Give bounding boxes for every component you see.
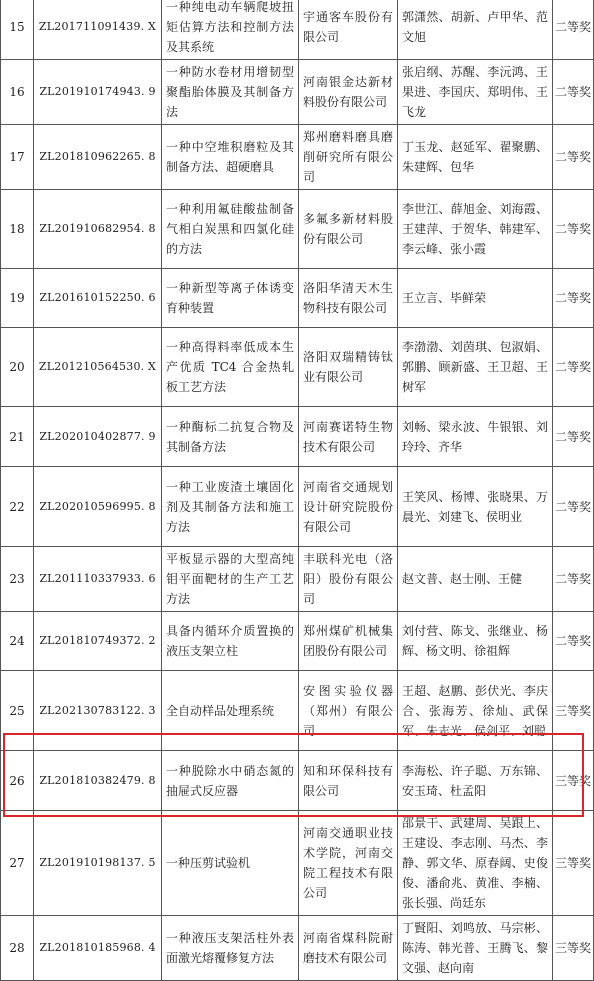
patent-name-cell: 一种高得料率低成本生产优质 TC4 合金热轧板工艺方法 (162, 328, 299, 407)
inventors-cell: 赵文普、赵士刚、王健 (398, 547, 553, 612)
award-level-cell: 二等奖 (553, 190, 594, 269)
patent-name-cell: 一种防水卷材用增韧型聚酯胎体膜及其制备方法 (162, 60, 299, 125)
table-row (1, 467, 594, 547)
patent-number-cell: ZL201610152250. 6 (34, 269, 162, 328)
patent-number-cell: ZL201910682954. 8 (34, 190, 162, 269)
row-number-cell: 20 (1, 328, 34, 407)
patentee-unit-cell: 知和环保科技有限公司 (299, 751, 398, 811)
inventors-cell: 李海松、许子聪、万东锦、安玉琦、杜孟阳 (398, 751, 553, 811)
row-number-cell: 15 (1, 0, 34, 60)
patent-number-cell: ZL201210564530. X (34, 328, 162, 407)
patentee-unit-cell: 河南省煤科院耐磨技术有限公司 (299, 916, 398, 981)
award-level-cell: 三等奖 (553, 671, 594, 751)
patentee-unit-cell: 郑州煤矿机械集团股份有限公司 (299, 612, 398, 671)
patent-name-cell: 一种工业废渣土壤固化剂及其制备方法和施工方法 (162, 467, 299, 547)
patent-number-cell: ZL201810749372. 2 (34, 612, 162, 671)
table-row (1, 547, 594, 612)
award-table-body (1, 0, 594, 981)
table-row (1, 0, 594, 60)
inventors-cell: 邵景干、武建周、吴跟上、王建设、李志刚、马杰、李静、郭文华、原春阔、史俊俊、潘俞兆、黄准、李楠、张长强、尚廷东 (398, 811, 553, 916)
inventors-cell: 王笑风、杨博、张晓果、万晨光、刘建飞、侯明业 (398, 467, 553, 547)
row-number-cell: 19 (1, 269, 34, 328)
patentee-unit-cell: 多氟多新材料股份有限公司 (299, 190, 398, 269)
patentee-unit-cell: 河南交通职业技术学院，河南交院工程技术有限公司 (299, 811, 398, 916)
patent-name-cell: 一种中空堆积磨粒及其制备方法、超硬磨具 (162, 125, 299, 190)
award-level-cell: 三等奖 (553, 811, 594, 916)
award-level-cell: 二等奖 (553, 269, 594, 328)
table-row (1, 60, 594, 125)
patent-name-cell: 全自动样品处理系统 (162, 671, 299, 751)
patent-name-cell: 一种纯电动车辆爬坡扭矩估算方法和控制方法及其系统 (162, 0, 299, 60)
award-level-cell: 二等奖 (553, 612, 594, 671)
row-number-cell: 27 (1, 811, 34, 916)
row-number-cell: 26 (1, 751, 34, 811)
patent-number-cell: ZL201810962265. 8 (34, 125, 162, 190)
award-level-cell: 二等奖 (553, 467, 594, 547)
patent-number-cell: ZL201711091439. X (34, 0, 162, 60)
table-row (1, 269, 594, 328)
award-level-cell: 二等奖 (553, 407, 594, 467)
table-row (1, 125, 594, 190)
row-number-cell: 24 (1, 612, 34, 671)
patentee-unit-cell: 洛阳双瑞精铸钛业有限公司 (299, 328, 398, 407)
row-number-cell: 23 (1, 547, 34, 612)
patentee-unit-cell: 安图实验仪器（郑州）有限公司 (299, 671, 398, 751)
patent-number-cell: ZL201910198137. 5 (34, 811, 162, 916)
award-level-cell: 二等奖 (553, 125, 594, 190)
patent-name-cell: 一种压剪试验机 (162, 811, 299, 916)
row-number-cell: 28 (1, 916, 34, 981)
inventors-cell: 李世江、薛旭金、刘海霞、王建萍、于贺华、韩建军、李云峰、张小霞 (398, 190, 553, 269)
inventors-cell: 郭潇然、胡新、卢甲华、范文旭 (398, 0, 553, 60)
patent-number-cell: ZL201810382479. 8 (34, 751, 162, 811)
row-number-cell: 17 (1, 125, 34, 190)
table-row (1, 671, 594, 751)
patent-number-cell: ZL202010596995. 8 (34, 467, 162, 547)
table-row (1, 916, 594, 981)
patent-number-cell: ZL201110337933. 6 (34, 547, 162, 612)
award-level-cell: 二等奖 (553, 0, 594, 60)
inventors-cell: 丁賢阳、刘鸣放、马宗彬、陈涛、韩光普、王腾飞、黎文强、赵向南 (398, 916, 553, 981)
patent-name-cell: 一种利用氟硅酸盐制备气相白炭黑和四氯化硅的方法 (162, 190, 299, 269)
table-row (1, 407, 594, 467)
award-level-cell: 三等奖 (553, 916, 594, 981)
table-row (1, 612, 594, 671)
patentee-unit-cell: 宇通客车股份有限公司 (299, 0, 398, 60)
inventors-cell: 张启纲、苏醒、李沅鸿、王果进、李国庆、郑明伟、王飞龙 (398, 60, 553, 125)
table-row (1, 751, 594, 811)
table-row (1, 328, 594, 407)
award-level-cell: 二等奖 (553, 328, 594, 407)
patentee-unit-cell: 河南省交通规划设计研究院股份有限公司 (299, 467, 398, 547)
patent-name-cell: 具备内循环介质置换的液压支架立柱 (162, 612, 299, 671)
row-number-cell: 25 (1, 671, 34, 751)
inventors-cell: 丁玉龙、赵延军、翟聚鹏、朱建辉、包华 (398, 125, 553, 190)
patentee-unit-cell: 丰联科光电（洛阳）股份有限公司 (299, 547, 398, 612)
patent-name-cell: 平板显示器的大型高纯钼平面靶材的生产工艺方法 (162, 547, 299, 612)
inventors-cell: 刘付营、陈戈、张继业、杨辉、杨文明、徐祖辉 (398, 612, 553, 671)
row-number-cell: 22 (1, 467, 34, 547)
row-number-cell: 16 (1, 60, 34, 125)
table-row (1, 190, 594, 269)
patentee-unit-cell: 洛阳华清天木生物科技有限公司 (299, 269, 398, 328)
patent-number-cell: ZL202130783122. 3 (34, 671, 162, 751)
table-row (1, 811, 594, 916)
row-number-cell: 18 (1, 190, 34, 269)
award-level-cell: 三等奖 (553, 751, 594, 811)
row-number-cell: 21 (1, 407, 34, 467)
patent-name-cell: 一种酶标二抗复合物及其制备方法 (162, 407, 299, 467)
inventors-cell: 王超、赵鹏、彭伏光、李庆合、张海芳、徐灿、武保军、朱志光、侯剑平、刘聪 (398, 671, 553, 751)
patent-name-cell: 一种液压支架活柱外表面激光熔覆修复方法 (162, 916, 299, 981)
patent-number-cell: ZL201810185968. 4 (34, 916, 162, 981)
patent-name-cell: 一种新型等离子体诱变育种装置 (162, 269, 299, 328)
award-level-cell: 二等奖 (553, 60, 594, 125)
patentee-unit-cell: 郑州磨料磨具磨削研究所有限公司 (299, 125, 398, 190)
patent-number-cell: ZL201910174943. 9 (34, 60, 162, 125)
inventors-cell: 王立言、毕鲜荣 (398, 269, 553, 328)
inventors-cell: 李渤渤、刘茵琪、包淑娟、郭鹏、顾新盛、王卫超、王树军 (398, 328, 553, 407)
patent-number-cell: ZL202010402877. 9 (34, 407, 162, 467)
inventors-cell: 刘畅、梁永波、牛银银、刘玲玲、齐华 (398, 407, 553, 467)
award-level-cell: 二等奖 (553, 547, 594, 612)
patentee-unit-cell: 河南银金达新材料股份有限公司 (299, 60, 398, 125)
patent-name-cell: 一种脱除水中硝态氮的抽屉式反应器 (162, 751, 299, 811)
patentee-unit-cell: 河南赛诺特生物技术有限公司 (299, 407, 398, 467)
